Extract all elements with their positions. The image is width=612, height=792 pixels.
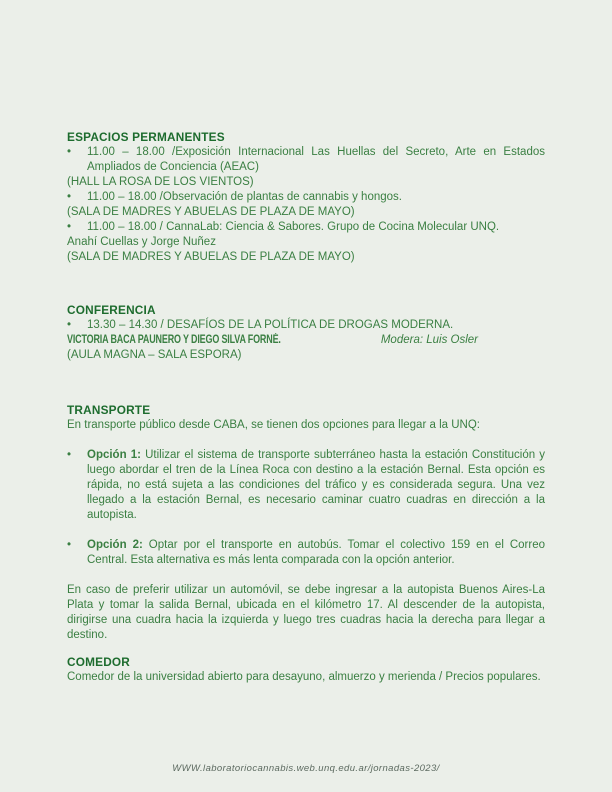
bullet-icon: • — [67, 146, 72, 158]
speakers-row — [67, 333, 545, 348]
venue-line: (HALL LA ROSA DE LOS VIENTOS) — [67, 176, 254, 188]
transport-option-text — [87, 538, 545, 568]
transport-option-body: Utilizar el sistema de transporte subterráneo hasta la estación Constitución y luego abordar el tren de la Línea Roca con destino a la estación Bernal. Esta opción es rápida, no está sujeta a las condiciones del tráfico y es considerada segura. Una vez llegado a la estación Bernal, es necesario caminar cuatro cuadras en dirección a la autopista. — [87, 449, 546, 521]
agenda-item-text: 11.00 – 18.00 /Exposición Internacional Las Huellas del Secreto, Arte en Estados Ampliados de Conciencia (AEAC) — [87, 146, 545, 173]
section-espacios-permanentes — [67, 130, 545, 265]
bullet-icon: • — [67, 191, 72, 203]
spacer — [67, 568, 545, 583]
section-comedor — [67, 655, 545, 685]
section-transporte — [67, 403, 545, 643]
transport-option-1 — [67, 448, 545, 523]
venue-line: (SALA DE MADRES Y ABUELAS DE PLAZA DE MAYO) — [67, 251, 355, 263]
agenda-item-text: 11.00 – 18.00 / CannaLab: Ciencia & Sabores. Grupo de Cocina Molecular UNQ. — [87, 221, 500, 233]
transport-option-body: Optar por el transporte en autobús. Tomar el colectivo 159 en el Correo Central. Esta alternativa es más lenta comparada con la opción anterior. — [87, 539, 545, 566]
venue-line: (AULA MAGNA – SALA ESPORA) — [67, 349, 242, 361]
bullet-icon: • — [67, 319, 72, 331]
section-title-comedor: COMEDOR — [67, 655, 131, 669]
section-title-espacios: ESPACIOS PERMANENTES — [67, 130, 225, 144]
agenda-item-cannalab — [67, 220, 545, 235]
footer-url[interactable]: WWW.laboratoriocannabis.web.unq.edu.ar/jornadas-2023/ — [172, 763, 440, 774]
transport-option-label: Opción 2: — [87, 539, 143, 551]
moderator-credit: Modera: Luis Osler — [380, 334, 478, 346]
section-title-transporte: TRANSPORTE — [67, 403, 151, 417]
bullet-icon: • — [67, 221, 72, 233]
section-title-conferencia: CONFERENCIA — [67, 303, 156, 317]
spacer — [67, 433, 545, 448]
hosts-line: Anahí Cuellas y Jorge Nuñez — [67, 236, 216, 248]
transport-option-2 — [67, 538, 545, 568]
agenda-item-conferencia — [67, 318, 545, 333]
transport-option-label: Opción 1: — [87, 449, 141, 461]
agenda-item-exposicion — [67, 145, 545, 175]
spacer — [67, 523, 545, 538]
bullet-icon: • — [67, 449, 72, 461]
comedor-text: Comedor de la universidad abierto para desayuno, almuerzo y merienda / Precios populares. — [67, 671, 541, 683]
agenda-item-text: 11.00 – 18.00 /Observación de plantas de cannabis y hongos. — [87, 191, 402, 203]
transport-intro: En transporte público desde CABA, se tienen dos opciones para llegar a la UNQ: — [67, 419, 480, 431]
transport-option-text — [87, 448, 545, 523]
agenda-item-text: 13.30 – 14.30 / DESAFÍOS DE LA POLÍTICA DE DROGAS MODERNA. — [87, 319, 454, 331]
bullet-icon: • — [67, 539, 72, 551]
speakers-names: VICTORIA BACA PAUNERO Y DIEGO SILVA FORNÉ. — [67, 334, 281, 346]
section-conferencia — [67, 303, 545, 363]
venue-line: (SALA DE MADRES Y ABUELAS DE PLAZA DE MAYO) — [67, 206, 355, 218]
car-directions: En caso de preferir utilizar un automóvil, se debe ingresar a la autopista Buenos Aires-La Plata y tomar la salida Bernal, ubicada en el kilómetro 17. Al descender de la autopista, dirigirse una cuadra hacia la izquierda y luego tres cuadras hacia la derecha para llegar a destino. — [67, 584, 545, 641]
agenda-item-observacion — [67, 190, 545, 205]
